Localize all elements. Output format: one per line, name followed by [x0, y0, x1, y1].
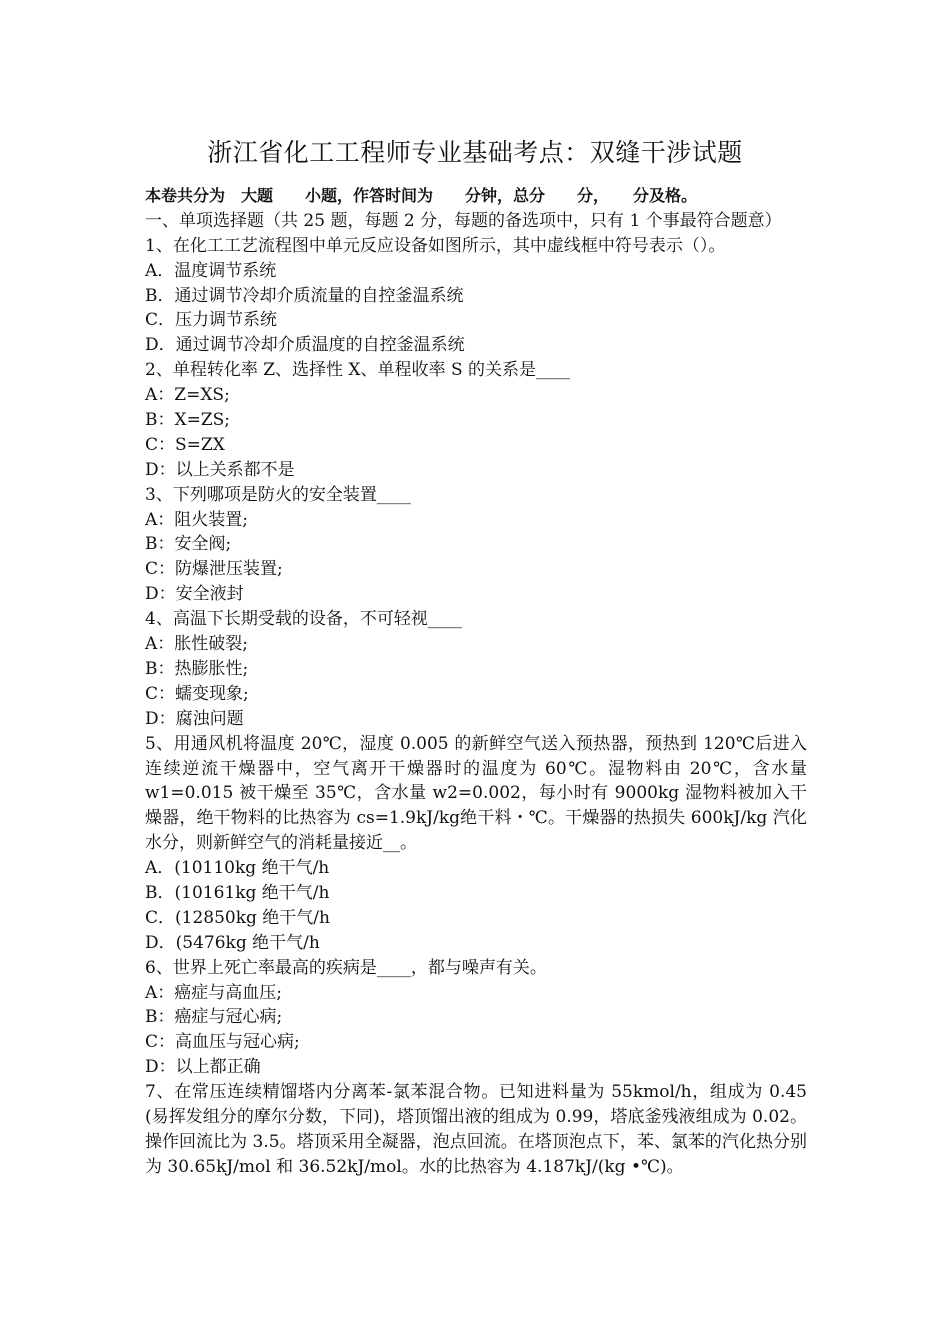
question-stem: 3、下列哪项是防火的安全装置____ — [145, 484, 411, 505]
question-7 — [145, 1080, 807, 1180]
option-d: D：安全液封 — [145, 584, 244, 605]
option-c: C：S=ZX — [145, 434, 225, 455]
option-b: B：安全阀; — [145, 534, 232, 555]
option-a: A：Z=XS; — [145, 385, 230, 406]
option-d: D．(5476kg 绝干气/h — [145, 932, 320, 953]
option-c: C：防爆泄压装置; — [145, 559, 283, 580]
option-b: B．(10161kg 绝干气/h — [145, 883, 330, 904]
option-a: A．(10110kg 绝干气/h — [145, 858, 330, 879]
question-6 — [145, 956, 807, 1080]
option-d: D：以上都正确 — [145, 1057, 261, 1078]
option-d: D．通过调节冷却介质温度的自控釜温系统 — [145, 335, 465, 356]
section-header: 一、单项选择题（共 25 题，每题 2 分，每题的备选项中，只有 1 个事最符合题意） — [145, 210, 782, 231]
question-5 — [145, 732, 807, 956]
option-b: B：癌症与冠心病; — [145, 1007, 283, 1028]
question-stem: 6、世界上死亡率最高的疾病是____，都与噪声有关。 — [145, 957, 547, 978]
option-a: A：癌症与高血压; — [145, 982, 283, 1003]
option-c: C．(12850kg 绝干气/h — [145, 907, 330, 928]
option-d: D：腐浊问题 — [145, 708, 244, 729]
question-stem: 5、用通风机将温度 20℃，湿度 0.005 的新鲜空气送入预热器，预热到 120℃后进入连续逆流干燥器中，空气离开干燥器时的温度为 60℃。湿物料由 20℃，含水量 w1=0.015 被干燥至 35℃，含水量 w2=0.002，每小时有 9000kg 湿物料被加入干燥器，绝干物料的比热容为 cs=1.9kJ/kg绝干料・℃。干燥器的热损失 600kJ/kg 汽化水分，则新鲜空气的消耗量接近__。 — [145, 733, 807, 854]
option-a: A．温度调节系统 — [145, 260, 277, 281]
question-stem: 1、在化工工艺流程图中单元反应设备如图所示，其中虚线框中符号表示（）。 — [145, 235, 726, 256]
question-stem: 2、单程转化率 Z、选择性 X、单程收率 S 的关系是____ — [145, 360, 570, 381]
option-a: A：胀性破裂; — [145, 634, 249, 655]
page-title — [0, 136, 950, 170]
option-a: A：阻火装置; — [145, 509, 249, 530]
option-b: B：热膨胀性; — [145, 658, 249, 679]
option-c: C．压力调节系统 — [145, 310, 278, 331]
question-1 — [145, 234, 807, 358]
option-d: D：以上关系都不是 — [145, 459, 295, 480]
option-c: C：蠕变现象; — [145, 683, 249, 704]
question-2 — [145, 358, 807, 482]
question-3 — [145, 483, 807, 607]
option-b: B：X=ZS; — [145, 410, 231, 431]
question-stem: 7、在常压连续精馏塔内分离苯-氯苯混合物。已知进料量为 55kmol/h，组成为 0.45 (易挥发组分的摩尔分数，下同)，塔顶馏出液的组成为 0.99，塔底釜残液组成为 0.02。操作回流比为 3.5。塔顶采用全凝器，泡点回流。在塔顶泡点下，苯、氯苯的汽化热分别为 30.65kJ/mol 和 36.52kJ/mol。水的比热容为 4.187kJ/(kg •℃)。 — [145, 1082, 807, 1177]
exam-content — [145, 184, 807, 1180]
title-text: 浙江省化工工程师专业基础考点：双缝干涉试题 — [207, 138, 743, 167]
option-b: B．通过调节冷却介质流量的自控釜温系统 — [145, 285, 464, 306]
exam-intro: 本卷共分为 大题 小题，作答时间为 分钟，总分 分， 分及格。 — [145, 186, 698, 205]
option-c: C：高血压与冠心病; — [145, 1032, 300, 1053]
question-stem: 4、高温下长期受载的设备，不可轻视____ — [145, 609, 462, 630]
question-4 — [145, 607, 807, 731]
